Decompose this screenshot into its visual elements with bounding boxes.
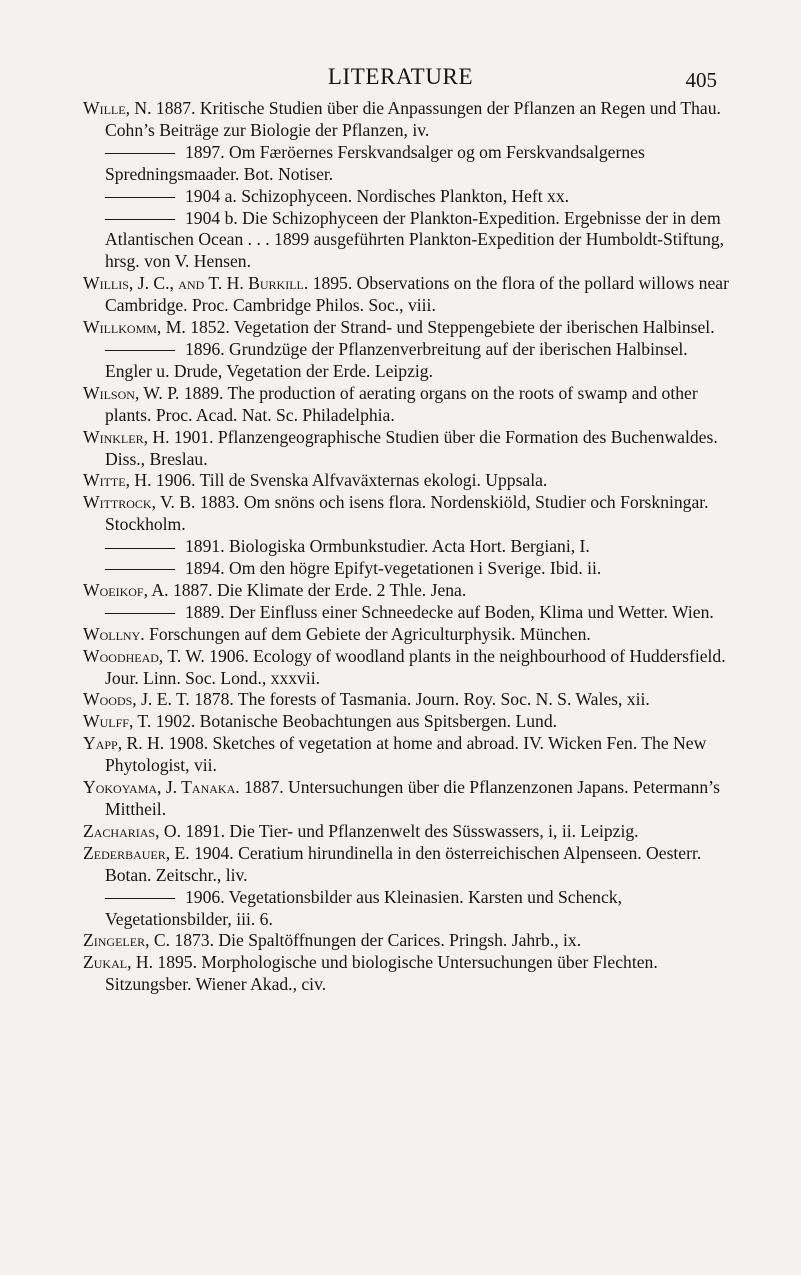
entry-author: Yokoyama, J. Tanaka.	[83, 777, 240, 798]
bibliography-entry	[83, 887, 735, 931]
entry-text: 1895. Observations on the flora of the pollard willows near Cambridge. Proc. Cambridge Philos. Soc., viii.	[105, 273, 729, 316]
entry-text: 1906. Vegetationsbilder aus Kleinasien. Karsten und Schenck, Vegetationsbilder, iii. 6.	[105, 886, 622, 929]
entry-text: 1887. Kritische Studien über die Anpassungen der Pflanzen an Regen und Thau. Cohn’s Beiträge zur Biologie der Pflanzen, iv.	[105, 98, 721, 140]
bibliography-entry	[83, 646, 735, 690]
entry-text: 1897. Om Færöernes Ferskvandsalger og om Ferskvandsalgernes Spredningsmaader. Bot. Notiser.	[105, 141, 645, 184]
entry-author: Zingeler, C.	[83, 930, 170, 951]
bibliography-entry	[83, 952, 735, 996]
bibliography-entry	[83, 317, 735, 339]
bibliography-entry	[83, 470, 735, 492]
bibliography-entry	[83, 273, 735, 317]
bibliography-entry	[83, 711, 735, 733]
entry-text: 1878. The forests of Tasmania. Journ. Roy. Soc. N. S. Wales, xii.	[194, 689, 650, 710]
entry-text: 1889. The production of aerating organs on the roots of swamp and other plants. Proc. Acad. Nat. Sc. Philadelphia.	[105, 382, 698, 425]
bibliography-entry	[83, 98, 735, 142]
entry-text: 1887. Untersuchungen über die Pflanzenzonen Japans. Petermann’s Mittheil.	[105, 777, 720, 819]
bibliography-entry	[83, 492, 735, 536]
bibliography-entry	[83, 142, 735, 186]
entry-text: 1901. Pflanzengeographische Studien über die Formation des Buchenwaldes. Diss., Breslau.	[105, 426, 718, 469]
bibliography-entry	[83, 536, 735, 558]
entry-author: Woodhead, T. W.	[83, 645, 205, 666]
bibliography-entry	[83, 580, 735, 602]
entry-author: Willkomm, M.	[83, 317, 186, 338]
bibliography-entry	[83, 821, 735, 843]
entry-author: Wollny.	[83, 623, 145, 644]
ditto-rule	[105, 219, 175, 220]
ditto-rule	[105, 153, 175, 154]
entry-text: 1902. Botanische Beobachtungen aus Spitsbergen. Lund.	[155, 711, 558, 732]
entry-author: Zacharias, O.	[83, 820, 181, 841]
entry-author: Wilson, W. P.	[83, 382, 180, 403]
entry-text: 1908. Sketches of vegetation at home and abroad. IV. Wicken Fen. The New Phytologist, vii.	[105, 733, 707, 776]
entry-text: 1906. Ecology of woodland plants in the neighbourhood of Huddersfield. Jour. Linn. Soc. Lond., xxxvii.	[105, 645, 726, 688]
ditto-rule	[105, 569, 175, 570]
entry-text: 1894. Om den högre Epifyt-vegetationen i Sverige. Ibid. ii.	[185, 558, 602, 579]
entry-author: Witte, H.	[83, 470, 152, 491]
entry-author: Wille, N.	[83, 98, 152, 118]
entry-text: 1873. Die Spaltöffnungen der Carices. Pringsh. Jahrb., ix.	[174, 930, 582, 951]
running-head	[0, 62, 801, 92]
bibliography-entry	[83, 930, 735, 952]
entry-text: 1904 b. Die Schizophyceen der Plankton-Expedition. Ergebnisse der in dem Atlantischen Ocean . . . 1899 ausgeführten Plankton-Expedition der Humboldt-Stiftung, hrsg. von V. Hensen.	[105, 207, 725, 272]
entry-author: Winkler, H.	[83, 426, 170, 447]
ditto-rule	[105, 613, 175, 614]
bibliography-entry	[83, 208, 735, 274]
bibliography-entry	[83, 689, 735, 711]
ditto-rule	[105, 197, 175, 198]
ditto-rule	[105, 898, 175, 899]
entry-author: Yapp, R. H.	[83, 733, 165, 754]
entry-text: 1895. Morphologische und biologische Untersuchungen über Flechten. Sitzungsber. Wiener Akad., civ.	[105, 952, 658, 995]
bibliography-entry	[83, 602, 735, 624]
bibliography-entry	[83, 383, 735, 427]
entry-text: 1891. Die Tier- und Pflanzenwelt des Süsswassers, i, ii. Leipzig.	[185, 820, 639, 841]
entry-text: 1896. Grundzüge der Pflanzenverbreitung auf der iberischen Halbinsel. Engler u. Drude, Vegetation der Erde. Leipzig.	[105, 338, 688, 381]
entry-text: 1852. Vegetation der Strand- und Steppengebiete der iberischen Halbinsel.	[190, 317, 715, 338]
bibliography-entry	[83, 777, 735, 821]
bibliography-entry	[83, 339, 735, 383]
bibliography-entry	[83, 427, 735, 471]
bibliography-entry	[83, 733, 735, 777]
entry-author: Zukal, H.	[83, 952, 153, 973]
bibliography-entry	[83, 843, 735, 887]
entry-text: 1889. Der Einfluss einer Schneedecke auf Boden, Klima und Wetter. Wien.	[185, 601, 714, 622]
entry-author: Wulff, T.	[83, 711, 152, 732]
ditto-rule	[105, 548, 175, 549]
entry-text: Forschungen auf dem Gebiete der Agriculturphysik. München.	[149, 623, 591, 644]
page-number: 405	[685, 68, 717, 92]
entry-text: 1906. Till de Svenska Alfvaväxternas ekologi. Uppsala.	[155, 470, 548, 491]
entry-text: 1904. Ceratium hirundinella in den österreichischen Alpenseen. Oesterr. Botan. Zeitschr., liv.	[105, 842, 702, 885]
bibliography-entry	[83, 186, 735, 208]
running-title: LITERATURE	[327, 64, 474, 89]
ditto-rule	[105, 350, 175, 351]
entry-author: Woeikof, A.	[83, 579, 169, 600]
bibliography-entry	[83, 558, 735, 580]
entry-text: 1887. Die Klimate der Erde. 2 Thle. Jena.	[172, 579, 467, 600]
bibliography-list	[83, 98, 735, 996]
entry-text: 1891. Biologiska Ormbunkstudier. Acta Hort. Bergiani, I.	[185, 536, 590, 557]
bibliography-entry	[83, 624, 735, 646]
entry-text: 1883. Om snöns och isens flora. Nordenskiöld, Studier och Forskningar. Stockholm.	[105, 492, 709, 535]
entry-author: Willis, J. C., and T. H. Burkill.	[83, 273, 309, 294]
entry-text: 1904 a. Schizophyceen. Nordisches Plankton, Heft xx.	[185, 185, 570, 206]
entry-author: Woods, J. E. T.	[83, 689, 190, 710]
entry-author: Wittrock, V. B.	[83, 492, 196, 513]
entry-author: Zederbauer, E.	[83, 842, 190, 863]
